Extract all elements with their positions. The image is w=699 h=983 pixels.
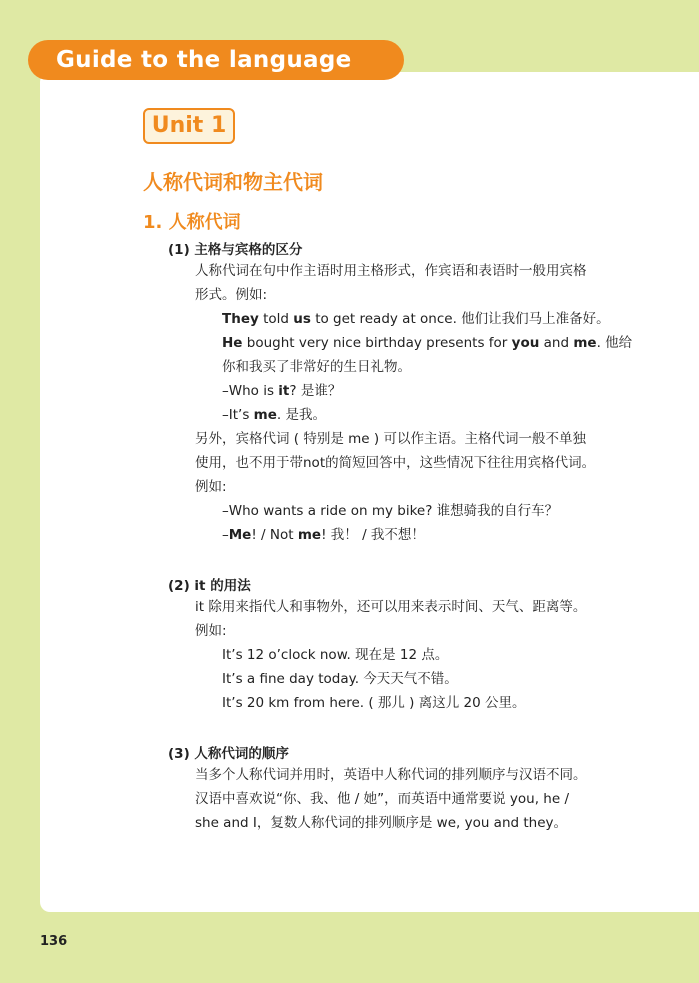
text-line: 例如: [195, 623, 227, 639]
text-line: 形式。例如: [195, 287, 268, 303]
example-line [222, 403, 642, 427]
bold-word: me [253, 407, 277, 423]
text: told [258, 311, 294, 327]
example-line [222, 307, 642, 331]
example-line: 你和我买了非常好的生日礼物。 [222, 359, 411, 375]
example-line: It’s 12 o’clock now. 现在是 12 点。 [222, 647, 449, 663]
subsection-heading-3: (3) 人称代词的顺序 [168, 746, 289, 762]
example-block [222, 499, 642, 547]
text-line: she and I，复数人称代词的排列顺序是 we, you and they。 [195, 815, 568, 831]
paragraph [195, 763, 635, 835]
bold-word: it [278, 383, 290, 399]
page-number: 136 [40, 934, 68, 949]
example-line [222, 523, 642, 547]
section-heading-1: 1. 人称代词 [143, 212, 241, 233]
example-line: It’s a fine day today. 今天天气不错。 [222, 671, 458, 687]
paragraph [195, 259, 635, 307]
text: to get ready at once. 他们让我们马上准备好。 [310, 311, 610, 327]
text: –It’s [222, 407, 254, 423]
example-block [222, 307, 642, 427]
subsection-heading-1: (1) 主格与宾格的区分 [168, 242, 303, 258]
unit-label: Unit 1 [143, 108, 235, 144]
text-line: 另外，宾格代词 ( 特别是 me ) 可以作主语。主格代词一般不单独 [195, 431, 586, 447]
text: – [222, 527, 229, 543]
bold-word: He [222, 335, 243, 351]
example-line [222, 379, 642, 403]
example-line [222, 331, 642, 355]
text: ! / Not [251, 527, 298, 543]
bold-word: Me [228, 527, 252, 543]
text-line: it 除用来指代人和事物外，还可以用来表示时间、天气、距离等。 [195, 599, 587, 615]
text-line: 当多个人称代词并用时，英语中人称代词的排列顺序与汉语不同。 [195, 767, 587, 783]
text: . 是我。 [276, 407, 326, 423]
text: ! 我！ / 我不想！ [321, 527, 425, 543]
example-line: –Who wants a ride on my bike? 谁想骑我的自行车？ [222, 503, 559, 519]
paragraph [195, 595, 635, 643]
text: ? 是谁？ [289, 383, 342, 399]
example-block [222, 643, 642, 715]
example-line: It’s 20 km from here. ( 那儿 ) 离这儿 20 公里。 [222, 695, 526, 711]
text-line: 人称代词在句中作主语时用主格形式，作宾语和表语时一般用宾格 [195, 263, 587, 279]
text: bought very nice birthday presents for [242, 335, 512, 351]
bold-word: me [297, 527, 322, 543]
text: and [539, 335, 574, 351]
text: –Who is [222, 383, 279, 399]
subsection-heading-2: (2) it 的用法 [168, 578, 251, 594]
text: . 他给 [596, 335, 633, 351]
text-line: 使用，也不用于带not的简短回答中，这些情况下往往用宾格代词。 [195, 455, 596, 471]
text-line: 例如: [195, 479, 227, 495]
chapter-header-tab: Guide to the language use [28, 40, 404, 80]
bold-word: us [293, 311, 311, 327]
page-title: 人称代词和物主代词 [143, 170, 323, 194]
bold-word: you [511, 335, 540, 351]
bold-word: They [222, 311, 259, 327]
bold-word: me [573, 335, 597, 351]
paragraph [195, 427, 635, 499]
text-line: 汉语中喜欢说“你、我、他 / 她”，而英语中通常要说 you, he / [195, 791, 569, 807]
